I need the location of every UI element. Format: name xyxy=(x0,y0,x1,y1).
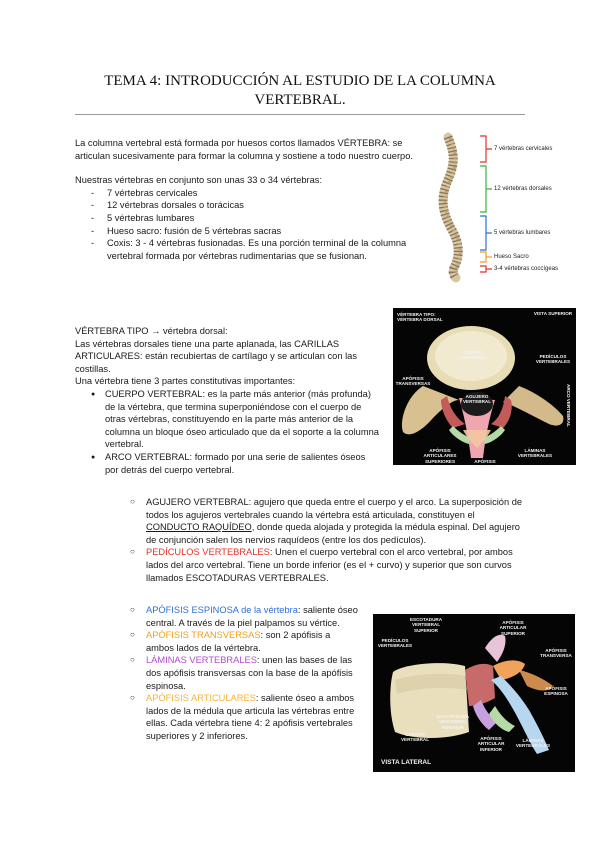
cervical-label: 7 vértebras cervicales xyxy=(494,146,553,152)
articulares-label: APÓFISIS ARTICULARES SUPERIORES xyxy=(423,448,457,464)
intro-paragraph: La columna vertebral está formada por huesos cortos llamados VÉRTEBRA: se articulan sucesivamente para formar la columna y sostiene a todo nuestro cuerpo. xyxy=(75,138,413,161)
laminas-label: LÁMINAS VERTEBRALES xyxy=(517,448,553,459)
arco-subitems xyxy=(130,496,530,584)
list-item: - 12 vértebras dorsales o torácicas xyxy=(89,199,420,212)
carillas-paragraph: Las vértebras dorsales tiene una parte aplanada, las CARILLAS ARTICULARES: están recubiertas de cartílago y se articulan con las costillas. xyxy=(75,338,357,374)
transversas-term: APÓFISIS TRANSVERSAS xyxy=(146,630,261,641)
laminas-item: ○ LÁMINAS VERTEBRALES: unen las bases de las dos apófisis transversas con la base de la apófisis espinosa. xyxy=(130,654,360,692)
escotadura-sup-label: ESCOTADURA VERTEBRAL SUPERIOR xyxy=(409,617,443,633)
parts-list xyxy=(89,388,379,476)
list-item: - Coxis: 3 - 4 vértebras fusionadas. Es una porción terminal de la columna vertebral formada por vértebras rudimentarias que se fusionan. xyxy=(89,237,420,262)
laminas-label: LÁMINAS VERTEBRALES xyxy=(515,738,551,749)
view-caption: VISTA SUPERIOR xyxy=(533,311,573,316)
list-item: - 7 vértebras cervicales xyxy=(89,187,420,200)
laminas-term: LÁMINAS VERTEBRALES xyxy=(146,655,257,666)
apofisis-subitems xyxy=(130,604,360,743)
vertebra-tipo-section xyxy=(75,325,385,476)
subitems-list xyxy=(130,496,530,584)
list-item: ● CUERPO VERTEBRAL: es la parte más anterior (más profunda) de la vértebra, que termina superponiéndose con el cuerpo de otras vértebras, constituyendo en la parte más anterior de la columna un bloque óseo articulado que da el soporte a la columna vertebral. xyxy=(89,388,379,451)
transversa-label: APÓFISIS TRANSVERSA xyxy=(540,648,572,659)
cuerpo-label: CUERPO VERTEBRAL xyxy=(400,732,430,743)
agujero-item: ○ AGUJERO VERTEBRAL: agujero que queda entre el cuerpo y el arco. La superposición de todos los agujeros vertebrales cuando la vértebra está articulada, constituyen el CONDUCTO RAQUÍDEO, donde queda alojada y protegida la médula espinal. Del agujero de conjunción salen los nervios raquídeos (entre los dos pedículos). xyxy=(130,496,530,546)
articulares-term: APÓFISIS ARTICULARES xyxy=(146,693,256,704)
page-title: TEMA 4: INTRODUCCIÓN AL ESTUDIO DE LA COLUMNA VERTEBRAL. xyxy=(104,73,496,108)
pediculos-label: PEDÍCULOS VERTEBRALES xyxy=(535,354,571,365)
espinosa-term: APÓFISIS ESPINOSA de la vértebra xyxy=(146,605,298,615)
view-caption: VISTA LATERAL xyxy=(381,759,432,766)
vertebra-count-list xyxy=(89,187,420,263)
title-divider xyxy=(75,114,525,115)
espinosa-label: APÓFISIS ESPINOSA xyxy=(473,459,497,470)
lumbar-label: 5 vértebras lumbares xyxy=(494,230,551,236)
transversas-item: ○ APÓFISIS TRANSVERSAS: son 2 apófisis a ambos lados de la vértebra. xyxy=(130,629,360,654)
dorsal-label: 12 vértebras dorsales xyxy=(494,186,552,192)
escotadura-inf-label: ESCOTADURA VERTEBRAL INFERIOR xyxy=(436,714,470,730)
lateral-view-figure xyxy=(373,614,575,772)
intro-section xyxy=(75,137,420,262)
list-item: - 5 vértebras lumbares xyxy=(89,212,420,225)
section-heading: VÉRTEBRA TIPO → vértebra dorsal: xyxy=(75,326,228,336)
list-item: - Hueso sacro: fusión de 5 vértebras sacras xyxy=(89,225,420,238)
superior-view-figure xyxy=(393,308,576,470)
arco-label: ARCO VERTEBRAL xyxy=(566,384,571,427)
spine-figure xyxy=(428,132,588,280)
list-item: ● ARCO VERTEBRAL: formado por una serie de salientes óseos por detrás del cuerpo vertebral. xyxy=(89,451,379,476)
agujero-label: AGUJERO VERTEBRAL xyxy=(462,394,492,405)
parts-intro: Una vértebra tiene 3 partes constitutivas importantes: xyxy=(75,376,296,387)
pediculos-term: PEDÍCULOS VERTEBRALES xyxy=(146,547,270,558)
coxis-label: 3-4 vértebras coccígeas xyxy=(494,266,559,272)
spine-brackets xyxy=(476,132,496,280)
pediculos-item: ○ PEDÍCULOS VERTEBRALES: Unen el cuerpo vertebral con el arco vertebral, por ambos lados del arco vertebral. Tiene un borde inferior (es el + curvo) y superior que son curvos llamados ESCOTADURAS VERTEBRALES. xyxy=(130,546,530,584)
subitems-list xyxy=(130,604,360,743)
pediculos-label: PEDÍCULOS VERTEBRALES xyxy=(377,638,413,649)
cuerpo-label: CUERPO VERTEBRAL xyxy=(458,350,488,361)
articulares-item: ○ APÓFISIS ARTICULARES: saliente óseo a ambos lados de la médula que articula las vértebras entre ellas. Cada vértebra tiene 4: 2 apófisis vertebrales superiores y 2 inferiores. xyxy=(130,692,360,742)
sacro-label: Hueso Sacro xyxy=(494,254,529,260)
articular-sup-label: APÓFISIS ARTICULAR SUPERIOR xyxy=(499,620,527,636)
conducto-raquideo-term: CONDUCTO RAQUÍDEO xyxy=(146,522,252,533)
corner-caption: VÉRTEBRA TIPO: VÉRTEBRA DORSAL xyxy=(397,312,443,323)
espinosa-item: ○ APÓFISIS ESPINOSA de la vértebra: saliente óseo central. A través de la piel palpamos su vértice. xyxy=(130,604,360,629)
transversas-label: APÓFISIS TRANSVERSAS xyxy=(395,376,431,387)
articular-inf-label: APÓFISIS ARTICULAR INFERIOR xyxy=(477,736,505,752)
espinosa-label: APÓFISIS ESPINOSA xyxy=(544,686,568,697)
intro-count: Nuestras vértebras en conjunto son unas 33 o 34 vértebras: xyxy=(75,175,323,186)
